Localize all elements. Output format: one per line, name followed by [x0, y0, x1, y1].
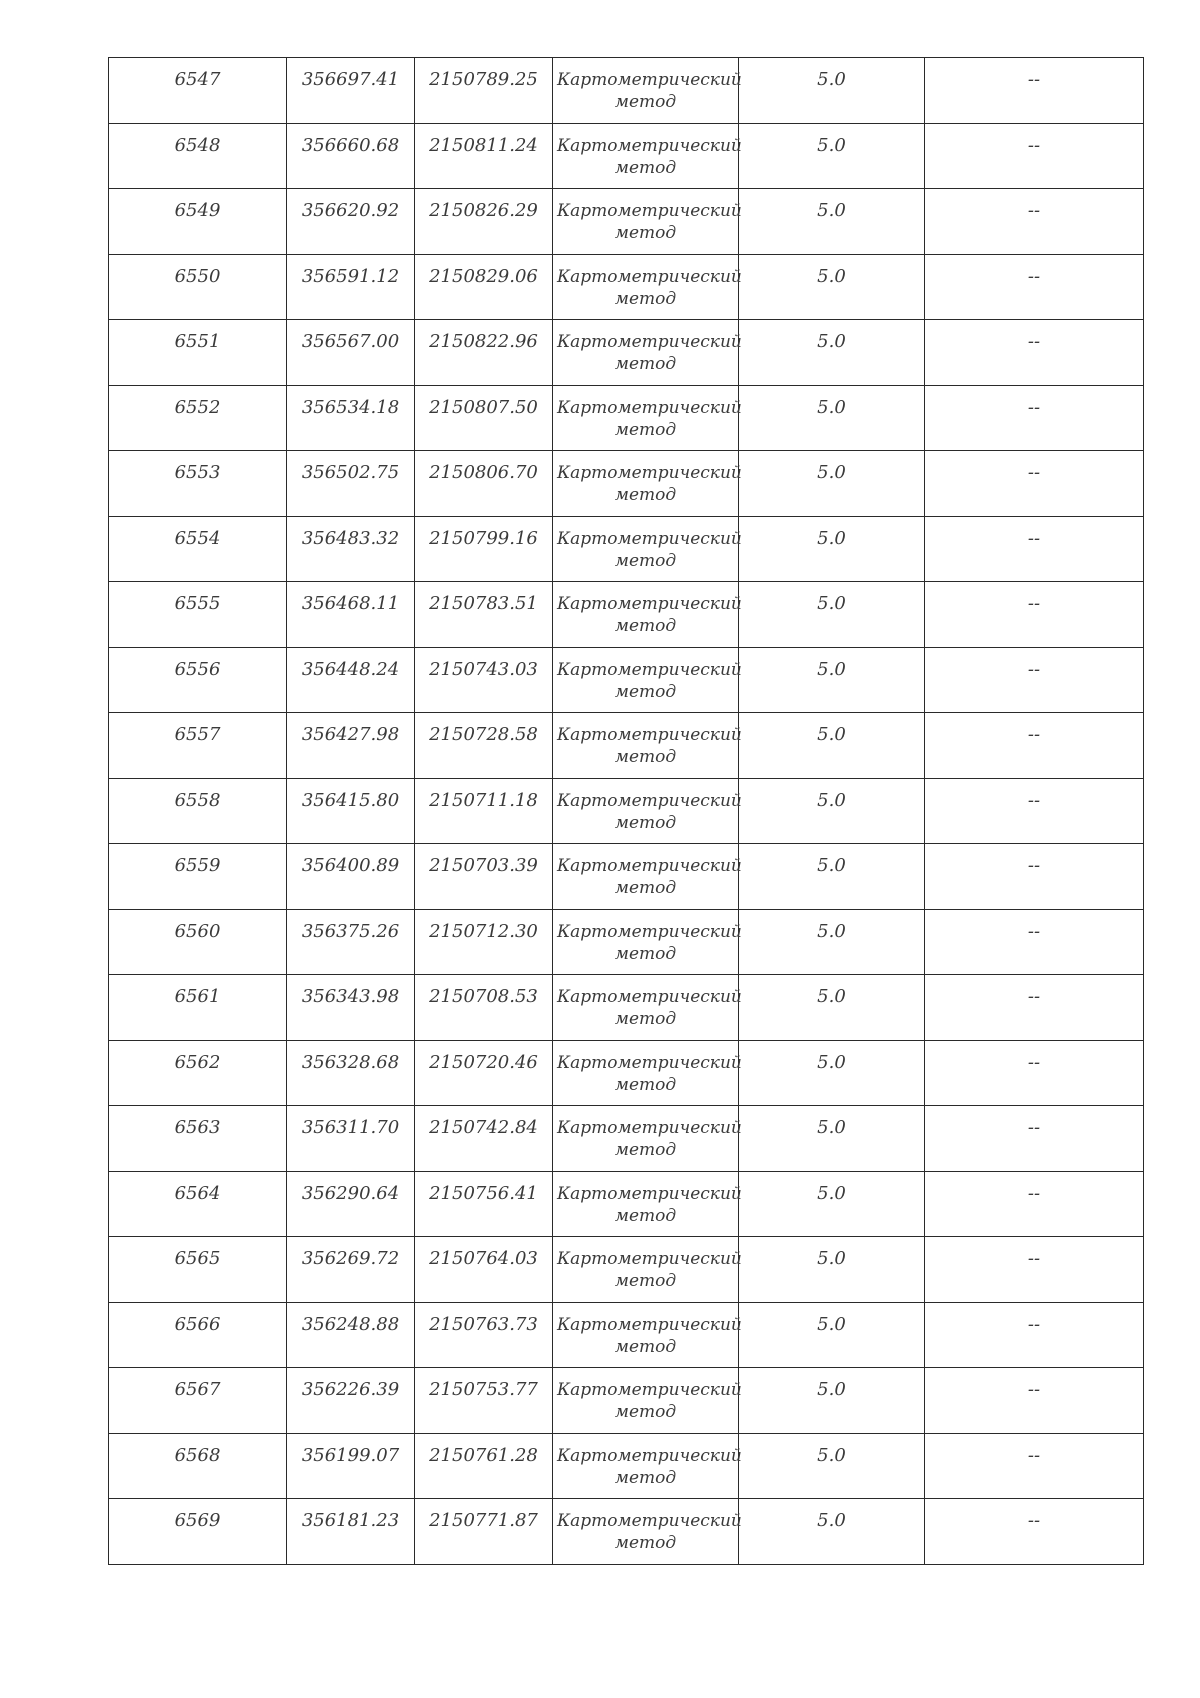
method-line-1: Картометрический [557, 594, 742, 614]
method-cell [553, 1171, 742, 1237]
method-cell [553, 1433, 742, 1499]
x-coordinate-cell: 356226.39 [287, 1368, 415, 1434]
y-coordinate-cell: 2150756.41 [415, 1171, 553, 1237]
point-number-cell: 6569 [109, 1499, 287, 1565]
note-cell: -- [925, 713, 1144, 779]
accuracy-cell: 5.0 [739, 975, 925, 1041]
y-coordinate-cell: 2150712.30 [415, 909, 553, 975]
x-coordinate-cell: 356343.98 [287, 975, 415, 1041]
method-line-2: метод [614, 1140, 677, 1160]
accuracy-cell: 5.0 [739, 778, 925, 844]
method-cell [553, 713, 742, 779]
note-cell: -- [925, 1040, 1144, 1106]
table-body [109, 58, 1144, 1565]
y-coordinate-cell: 2150771.87 [415, 1499, 553, 1565]
x-coordinate-cell: 356483.32 [287, 516, 415, 582]
point-number-cell: 6558 [109, 778, 287, 844]
x-coordinate-cell: 356591.12 [287, 254, 415, 320]
method-cell [553, 909, 742, 975]
table-row [109, 385, 1144, 451]
note-cell: -- [925, 385, 1144, 451]
point-number-cell: 6553 [109, 451, 287, 517]
x-coordinate-cell: 356427.98 [287, 713, 415, 779]
note-cell: -- [925, 58, 1144, 124]
method-line-2: метод [614, 1402, 677, 1422]
x-coordinate-cell: 356328.68 [287, 1040, 415, 1106]
method-cell [553, 975, 742, 1041]
method-line-1: Картометрический [557, 1183, 742, 1204]
method-line-1: Картометрический [557, 70, 742, 90]
x-coordinate-cell: 356567.00 [287, 320, 415, 386]
accuracy-cell: 5.0 [739, 58, 925, 124]
note-cell: -- [925, 1106, 1144, 1172]
point-number-cell: 6561 [109, 975, 287, 1041]
note-cell: -- [925, 1237, 1144, 1303]
y-coordinate-cell: 2150826.29 [415, 189, 553, 255]
table-row [109, 1040, 1144, 1106]
table-row [109, 1237, 1144, 1303]
x-coordinate-cell: 356400.89 [287, 844, 415, 910]
accuracy-cell: 5.0 [739, 1302, 925, 1368]
point-number-cell: 6560 [109, 909, 287, 975]
point-number-cell: 6555 [109, 582, 287, 648]
method-line-1: Картометрический [557, 1052, 742, 1073]
method-line-1: Картометрический [557, 528, 742, 549]
method-cell [553, 1499, 742, 1565]
method-line-2: метод [614, 943, 677, 964]
point-number-cell: 6556 [109, 647, 287, 713]
accuracy-cell: 5.0 [739, 909, 925, 975]
y-coordinate-cell: 2150728.58 [415, 713, 553, 779]
method-line-2: метод [614, 812, 677, 833]
method-line-2: метод [614, 747, 677, 767]
accuracy-cell: 5.0 [739, 189, 925, 255]
x-coordinate-cell: 356248.88 [287, 1302, 415, 1368]
y-coordinate-cell: 2150799.16 [415, 516, 553, 582]
method-line-1: Картометрический [557, 463, 742, 483]
method-line-1: Картометрический [557, 332, 742, 352]
y-coordinate-cell: 2150822.96 [415, 320, 553, 386]
method-cell [553, 254, 742, 320]
note-cell: -- [925, 1368, 1144, 1434]
x-coordinate-cell: 356502.75 [287, 451, 415, 517]
x-coordinate-cell: 356199.07 [287, 1433, 415, 1499]
method-cell [553, 451, 742, 517]
accuracy-cell: 5.0 [739, 123, 925, 189]
x-coordinate-cell: 356415.80 [287, 778, 415, 844]
table-row [109, 254, 1144, 320]
method-line-2: метод [614, 419, 677, 440]
x-coordinate-cell: 356311.70 [287, 1106, 415, 1172]
table-row [109, 713, 1144, 779]
method-line-1: Картометрический [557, 266, 742, 287]
y-coordinate-cell: 2150763.73 [415, 1302, 553, 1368]
accuracy-cell: 5.0 [739, 1368, 925, 1434]
method-line-2: метод [614, 1533, 677, 1553]
accuracy-cell: 5.0 [739, 582, 925, 648]
accuracy-cell: 5.0 [739, 713, 925, 779]
note-cell: -- [925, 844, 1144, 910]
method-line-1: Картометрический [557, 921, 742, 942]
table-row [109, 778, 1144, 844]
x-coordinate-cell: 356290.64 [287, 1171, 415, 1237]
table-row [109, 1302, 1144, 1368]
method-cell [553, 1237, 742, 1303]
x-coordinate-cell: 356620.92 [287, 189, 415, 255]
table-row [109, 909, 1144, 975]
method-line-2: метод [614, 485, 677, 505]
accuracy-cell: 5.0 [739, 1106, 925, 1172]
y-coordinate-cell: 2150711.18 [415, 778, 553, 844]
x-coordinate-cell: 356660.68 [287, 123, 415, 189]
accuracy-cell: 5.0 [739, 1171, 925, 1237]
method-line-2: метод [614, 223, 677, 243]
y-coordinate-cell: 2150789.25 [415, 58, 553, 124]
method-line-2: метод [614, 1074, 677, 1095]
point-number-cell: 6547 [109, 58, 287, 124]
x-coordinate-cell: 356269.72 [287, 1237, 415, 1303]
x-coordinate-cell: 356697.41 [287, 58, 415, 124]
table-row [109, 1433, 1144, 1499]
note-cell: -- [925, 451, 1144, 517]
table-row [109, 516, 1144, 582]
accuracy-cell: 5.0 [739, 254, 925, 320]
y-coordinate-cell: 2150703.39 [415, 844, 553, 910]
accuracy-cell: 5.0 [739, 1237, 925, 1303]
note-cell: -- [925, 320, 1144, 386]
method-line-2: метод [614, 288, 677, 309]
method-line-2: метод [614, 157, 677, 178]
table-row [109, 844, 1144, 910]
method-line-1: Картометрический [557, 397, 742, 418]
point-number-cell: 6565 [109, 1237, 287, 1303]
method-cell [553, 189, 742, 255]
y-coordinate-cell: 2150764.03 [415, 1237, 553, 1303]
table-row [109, 320, 1144, 386]
method-cell [553, 1302, 742, 1368]
table-row [109, 1499, 1144, 1565]
x-coordinate-cell: 356375.26 [287, 909, 415, 975]
y-coordinate-cell: 2150807.50 [415, 385, 553, 451]
method-line-2: метод [614, 1467, 677, 1488]
y-coordinate-cell: 2150742.84 [415, 1106, 553, 1172]
accuracy-cell: 5.0 [739, 385, 925, 451]
method-cell [553, 516, 742, 582]
x-coordinate-cell: 356534.18 [287, 385, 415, 451]
x-coordinate-cell: 356448.24 [287, 647, 415, 713]
method-line-2: метод [614, 550, 677, 571]
table-row [109, 1368, 1144, 1434]
method-line-1: Картометрический [557, 1445, 742, 1466]
point-number-cell: 6564 [109, 1171, 287, 1237]
method-line-2: метод [614, 92, 677, 112]
note-cell: -- [925, 1302, 1144, 1368]
table-row [109, 58, 1144, 124]
method-line-1: Картометрический [557, 659, 742, 680]
x-coordinate-cell: 356181.23 [287, 1499, 415, 1565]
note-cell: -- [925, 975, 1144, 1041]
note-cell: -- [925, 1171, 1144, 1237]
y-coordinate-cell: 2150829.06 [415, 254, 553, 320]
method-cell [553, 582, 742, 648]
table-row [109, 451, 1144, 517]
method-line-1: Картометрический [557, 856, 742, 876]
y-coordinate-cell: 2150753.77 [415, 1368, 553, 1434]
method-cell [553, 1106, 742, 1172]
point-number-cell: 6550 [109, 254, 287, 320]
table-row [109, 1171, 1144, 1237]
point-number-cell: 6551 [109, 320, 287, 386]
note-cell: -- [925, 647, 1144, 713]
table-row [109, 582, 1144, 648]
method-cell [553, 385, 742, 451]
accuracy-cell: 5.0 [739, 647, 925, 713]
note-cell: -- [925, 778, 1144, 844]
method-cell [553, 778, 742, 844]
y-coordinate-cell: 2150806.70 [415, 451, 553, 517]
point-number-cell: 6552 [109, 385, 287, 451]
point-number-cell: 6548 [109, 123, 287, 189]
method-cell [553, 123, 742, 189]
method-line-1: Картометрический [557, 201, 742, 221]
note-cell: -- [925, 254, 1144, 320]
point-number-cell: 6567 [109, 1368, 287, 1434]
method-line-1: Картометрический [557, 1511, 742, 1531]
method-line-1: Картометрический [557, 1249, 742, 1269]
note-cell: -- [925, 189, 1144, 255]
note-cell: -- [925, 1433, 1144, 1499]
accuracy-cell: 5.0 [739, 451, 925, 517]
method-cell [553, 58, 742, 124]
point-number-cell: 6566 [109, 1302, 287, 1368]
method-line-1: Картометрический [557, 135, 742, 156]
table-row [109, 975, 1144, 1041]
note-cell: -- [925, 516, 1144, 582]
method-line-2: метод [614, 1336, 677, 1357]
y-coordinate-cell: 2150708.53 [415, 975, 553, 1041]
accuracy-cell: 5.0 [739, 1040, 925, 1106]
table-row [109, 123, 1144, 189]
method-line-2: метод [614, 1271, 677, 1291]
method-line-2: метод [614, 616, 677, 636]
accuracy-cell: 5.0 [739, 844, 925, 910]
table-row [109, 1106, 1144, 1172]
method-line-1: Картометрический [557, 1118, 742, 1138]
coordinates-table [108, 57, 1144, 1565]
method-cell [553, 647, 742, 713]
method-line-1: Картометрический [557, 987, 742, 1007]
method-cell [553, 1368, 742, 1434]
method-line-2: метод [614, 1009, 677, 1029]
method-cell [553, 1040, 742, 1106]
x-coordinate-cell: 356468.11 [287, 582, 415, 648]
method-line-1: Картометрический [557, 1380, 742, 1400]
y-coordinate-cell: 2150720.46 [415, 1040, 553, 1106]
accuracy-cell: 5.0 [739, 1499, 925, 1565]
y-coordinate-cell: 2150743.03 [415, 647, 553, 713]
method-line-1: Картометрический [557, 725, 742, 745]
method-cell [553, 320, 742, 386]
method-line-2: метод [614, 878, 677, 898]
point-number-cell: 6554 [109, 516, 287, 582]
method-line-2: метод [614, 681, 677, 702]
y-coordinate-cell: 2150761.28 [415, 1433, 553, 1499]
table-row [109, 647, 1144, 713]
point-number-cell: 6557 [109, 713, 287, 779]
y-coordinate-cell: 2150783.51 [415, 582, 553, 648]
note-cell: -- [925, 123, 1144, 189]
point-number-cell: 6562 [109, 1040, 287, 1106]
note-cell: -- [925, 909, 1144, 975]
point-number-cell: 6559 [109, 844, 287, 910]
method-cell [553, 844, 742, 910]
method-line-1: Картометрический [557, 1314, 742, 1335]
method-line-1: Картометрический [557, 790, 742, 811]
method-line-2: метод [614, 1205, 677, 1226]
point-number-cell: 6563 [109, 1106, 287, 1172]
accuracy-cell: 5.0 [739, 516, 925, 582]
y-coordinate-cell: 2150811.24 [415, 123, 553, 189]
accuracy-cell: 5.0 [739, 1433, 925, 1499]
table-row [109, 189, 1144, 255]
method-line-2: метод [614, 354, 677, 374]
note-cell: -- [925, 582, 1144, 648]
point-number-cell: 6568 [109, 1433, 287, 1499]
note-cell: -- [925, 1499, 1144, 1565]
accuracy-cell: 5.0 [739, 320, 925, 386]
point-number-cell: 6549 [109, 189, 287, 255]
